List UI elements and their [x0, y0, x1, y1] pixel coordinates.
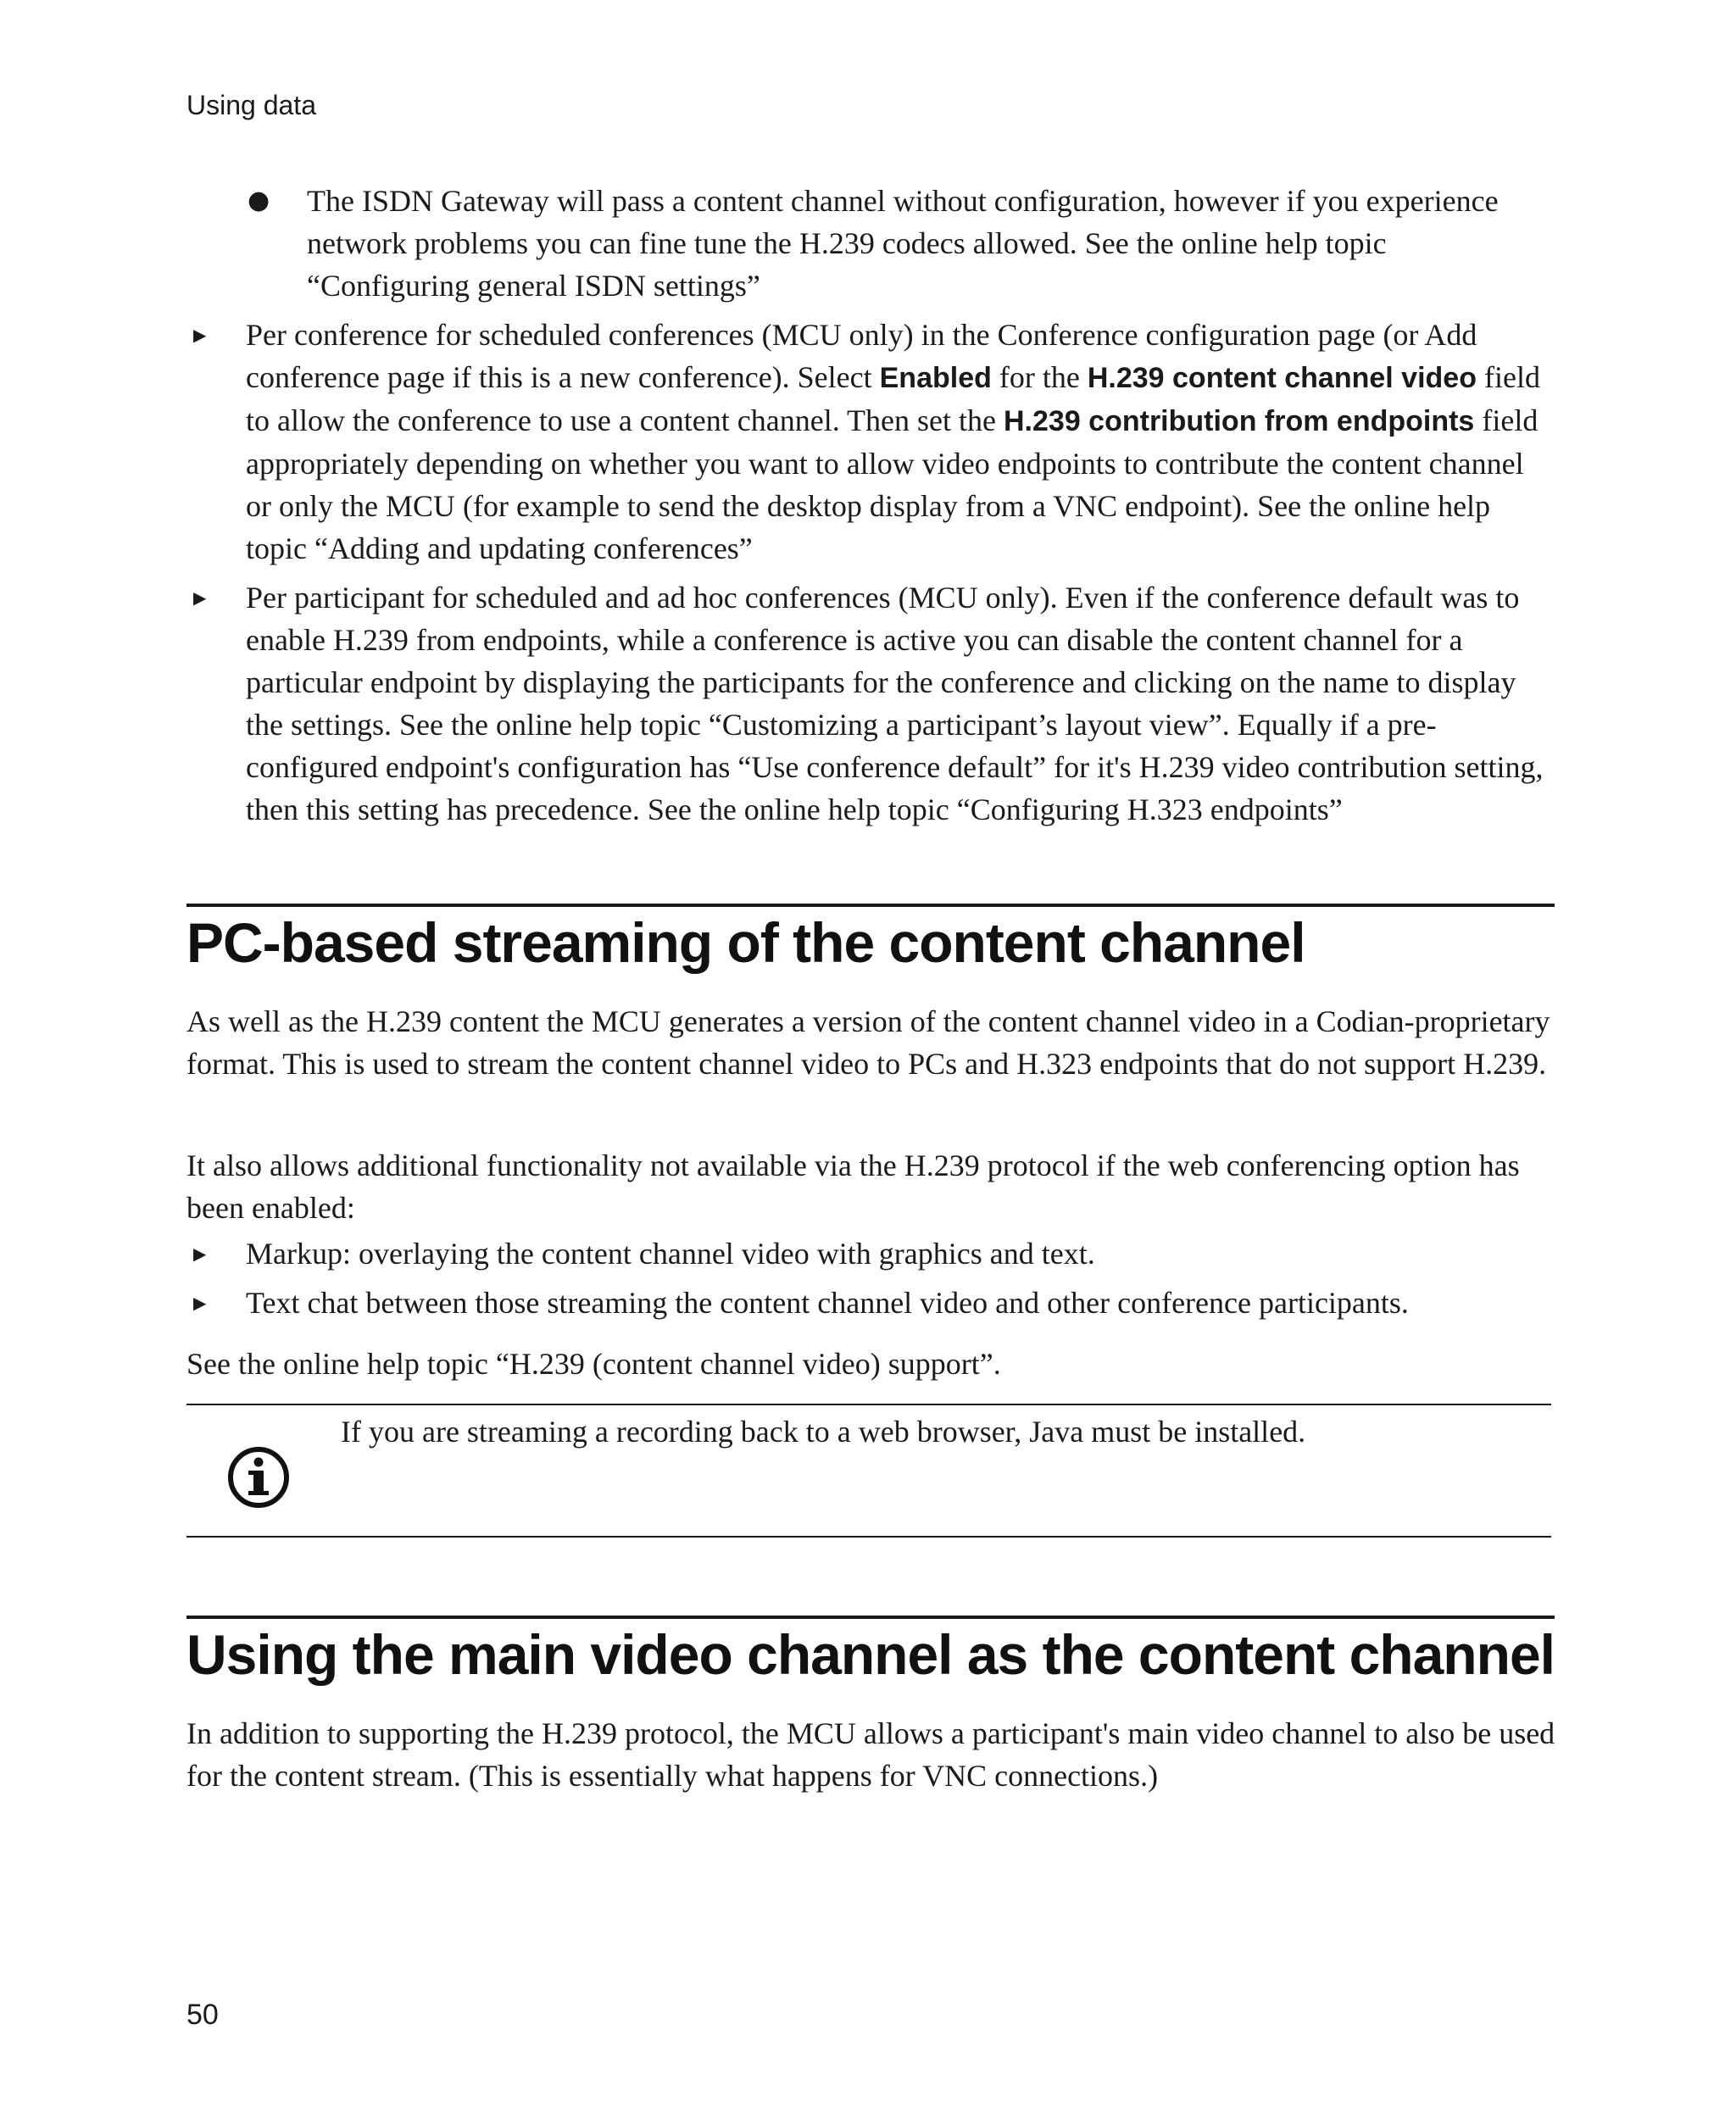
list-item-text: Markup: overlaying the content channel video with graphics and text. [246, 1237, 1095, 1271]
page-number: 50 [186, 1999, 219, 2031]
bold-term: Enabled [879, 362, 992, 394]
note-bottom-rule [186, 1536, 1551, 1538]
bullet-arrow-icon: ▶ [193, 1243, 207, 1264]
note-text: If you are streaming a recording back to a web browser, Java must be installed. [341, 1415, 1306, 1449]
list-item-text: Per participant for scheduled and ad hoc conferences (MCU only). Even if the conference default was to enable H.239 from endpoints, while a conference is active you can disable the content channel for a particular endpoint by displaying the participants for the conference and clicking on the name to display the settings. See the online help topic “Customizing a participant’s layout view”. Equally if a pre-configured endpoint's configuration has “Use conference default” for it's H.239 video contribution setting, then this setting has precedence. See the online help topic “Configuring H.323 endpoints” [246, 581, 1544, 826]
bullet-dot-icon: ● [248, 186, 270, 215]
list-item-text: The ISDN Gateway will pass a content channel without configuration, however if you experience network problems you can fine tune the H.239 codecs allowed. See the online help topic “Configuring general ISDN settings” [307, 184, 1499, 303]
bold-term: H.239 content channel video [1087, 362, 1477, 394]
bullet-arrow-icon: ▶ [193, 587, 207, 608]
paragraph: See the online help topic “H.239 (content channel video) support”. [186, 1347, 1001, 1381]
list-item-text [246, 318, 1540, 565]
list-item-text: Text chat between those streaming the content channel video and other conference participants. [246, 1286, 1409, 1320]
list-item [186, 314, 1556, 570]
text-run: for the [991, 360, 1088, 394]
bullet-arrow-icon: ▶ [193, 325, 207, 345]
paragraph: It also allows additional functionality not available via the H.239 protocol if the web conferencing option has been enabled: [186, 1148, 1520, 1225]
section-title: Using the main video channel as the content channel [186, 1623, 1555, 1686]
text-run: field to allow the conference to use a content channel. Then set the [246, 360, 1540, 437]
bullet-arrow-icon: ▶ [193, 1293, 207, 1313]
note-top-rule [186, 1404, 1551, 1405]
list-item [186, 1232, 1556, 1275]
section-divider [186, 1616, 1555, 1619]
bullet-list-top [186, 180, 1556, 831]
list-item [186, 576, 1556, 831]
text-run: Per conference for scheduled conferences (MCU only) in the Conference configuration page (or Add conference page if this is a new conference). Select [246, 318, 1477, 394]
bold-term: H.239 contribution from endpoints [1004, 405, 1475, 437]
running-header: Using data [186, 90, 316, 120]
section-divider [186, 904, 1555, 907]
bullet-list [186, 1232, 1556, 1324]
list-item [186, 1282, 1556, 1324]
paragraph: As well as the H.239 content the MCU generates a version of the content channel video in a Codian-proprietary format. This is used to stream the content channel video to PCs and H.323 endpoints that do not support H.239. [186, 1004, 1550, 1081]
paragraph: In addition to supporting the H.239 protocol, the MCU allows a participant's main video channel to also be used for the content stream. (This is essentially what happens for VNC connections.) [186, 1716, 1555, 1793]
info-icon [227, 1446, 290, 1509]
list-item [186, 180, 1556, 307]
text-run: field appropriately depending on whether you want to allow video endpoints to contribute the content channel or only the MCU (for example to send the desktop display from a VNC endpoint). See the online help topic “Adding and updating conferences” [246, 403, 1538, 565]
section-title: PC-based streaming of the content channel [186, 911, 1305, 974]
